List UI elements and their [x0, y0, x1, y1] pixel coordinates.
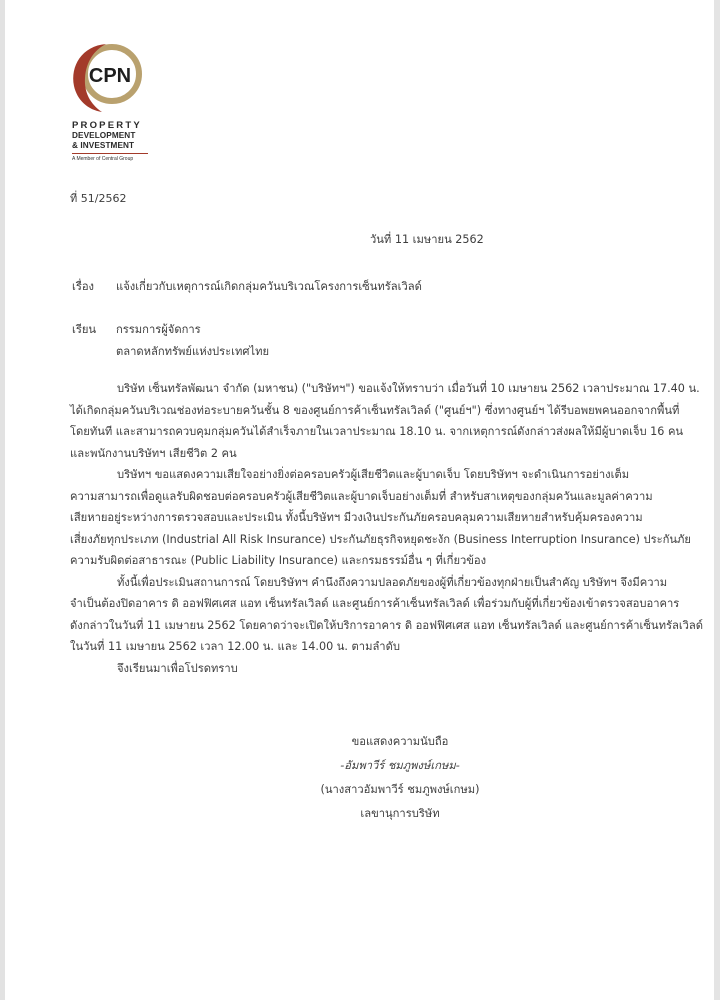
signature-block [280, 730, 520, 826]
logo-line-investment: & INVESTMENT [72, 141, 135, 150]
page-edge-left [0, 0, 5, 1000]
recipient-label: เรียน [72, 323, 97, 336]
signature-full-name: (นางสาวอัมพาวีร์ ชมภูพงษ์เกษม) [320, 783, 480, 796]
body-line: ในวันที่ 11 เมษายน 2562 เวลา 12.00 น. และ 14.00 น. ตามลำดับ [70, 640, 400, 653]
letter-body [70, 378, 704, 679]
body-line: ได้เกิดกลุ่มควันบริเวณช่องท่อระบายควันชั้น 8 ของศูนย์การค้าเซ็นทรัลเวิลด์ ("ศูนย์ฯ") ซึ่งทางศูนย์ฯ ได้รีบอพยพคนออกจากพื้นที่ [70, 403, 680, 417]
body-line: และพนักงานบริษัทฯ เสียชีวิต 2 คน [70, 446, 237, 460]
signature-closing: ขอแสดงความนับถือ [351, 735, 449, 748]
subject-label: เรื่อง [72, 280, 95, 293]
signature-title: เลขานุการบริษัท [360, 807, 440, 820]
logo-line-property: PROPERTY [72, 120, 142, 131]
company-logo [58, 34, 158, 174]
logo-line-development: DEVELOPMENT [72, 131, 136, 140]
body-line: บริษัท เซ็นทรัลพัฒนา จำกัด (มหาชน) ("บริษัทฯ") ขอแจ้งให้ทราบว่า เมื่อวันที่ 10 เมษายน 2562 เวลาประมาณ 17.40 น. [117, 382, 700, 395]
body-line: โดยทันที และสามารถควบคุมกลุ่มควันได้สำเร็จภายในเวลาประมาณ 18.10 น. จากเหตุการณ์ดังกล่าวส่งผลให้มีผู้บาดเจ็บ 16 คน [70, 425, 684, 438]
body-line: ดังกล่าวในวันที่ 11 เมษายน 2562 โดยคาดว่าจะเปิดให้บริการอาคาร ดิ ออฟฟิศเศส แอท เซ็นทรัลเวิลด์ และศูนย์การค้าเซ็นทรัลเวิลด์ [70, 618, 704, 632]
letter-date: วันที่ 11 เมษายน 2562 [370, 233, 484, 246]
body-line: บริษัทฯ ขอแสดงความเสียใจอย่างยิ่งต่อครอบครัวผู้เสียชีวิตและผู้บาดเจ็บ โดยบริษัทฯ จะดำเนินการอย่างเต็ม [117, 468, 630, 481]
logo-tagline: A Member of Central Group [72, 156, 134, 162]
recipient-line-1: กรรมการผู้จัดการ [116, 323, 201, 336]
cpn-logo-icon [66, 40, 146, 114]
recipient-line-2: ตลาดหลักทรัพย์แห่งประเทศไทย [116, 345, 270, 358]
body-line: เสียหายอยู่ระหว่างการตรวจสอบและประเมิน ทั้งนี้บริษัทฯ มีวงเงินประกันภัยครอบคลุมความเสียหายสำหรับคุ้มครองความ [70, 511, 643, 524]
body-line: ทั้งนี้เพื่อประเมินสถานการณ์ โดยบริษัทฯ คำนึงถึงความปลอดภัยของผู้ที่เกี่ยวข้องทุกฝ่ายเป็นสำคัญ บริษัทฯ จึงมีความ [117, 575, 668, 589]
body-line: จึงเรียนมาเพื่อโปรดทราบ [117, 661, 238, 675]
signature-signed-name: -อัมพาวีร์ ชมภูพงษ์เกษม- [340, 759, 460, 772]
reference-number: ที่ 51/2562 [70, 192, 127, 205]
body-line: เสี่ยงภัยทุกประเภท (Industrial All Risk Insurance) ประกันภัยธุรกิจหยุดชะงัก (Business Interruption Insurance) ประกันภัย [70, 532, 691, 546]
page-edge-right [714, 0, 720, 1000]
body-line: ความสามารถเพื่อดูแลรับผิดชอบต่อครอบครัวผู้เสียชีวิตและผู้บาดเจ็บอย่างเต็มที่ สำหรับสาเหตุของกลุ่มควันและมูลค่าความ [70, 489, 653, 503]
svg-text:CPN: CPN [88, 65, 132, 87]
logo-divider [72, 153, 148, 154]
body-line: จำเป็นต้องปิดอาคาร ดิ ออฟฟิศเศส แอท เซ็นทรัลเวิลด์ และศูนย์การค้าเซ็นทรัลเวิลด์ เพื่อร่วมกับผู้ที่เกี่ยวข้องเข้าตรวจสอบอาคาร [70, 597, 680, 610]
subject-value: แจ้งเกี่ยวกับเหตุการณ์เกิดกลุ่มควันบริเวณโครงการเซ็นทรัลเวิลด์ [116, 280, 422, 293]
body-line: ความรับผิดต่อสาธารณะ (Public Liability Insurance) และกรมธรรม์อื่น ๆ ที่เกี่ยวข้อง [70, 554, 487, 567]
